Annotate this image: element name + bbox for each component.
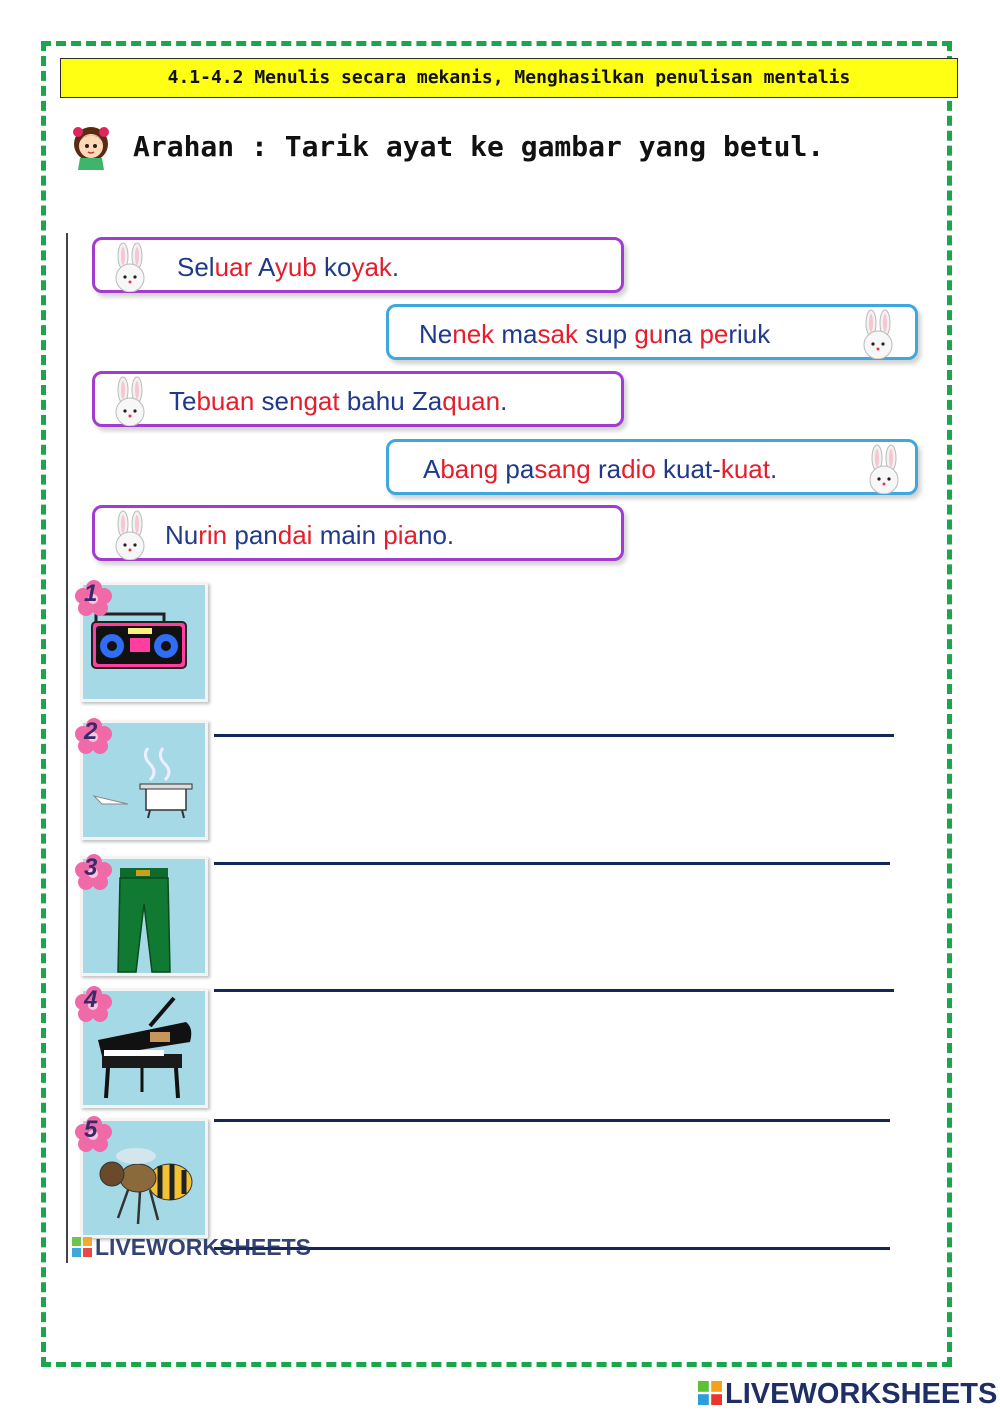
trousers-icon	[114, 864, 174, 976]
radio-icon	[90, 608, 190, 678]
sentence-card-3[interactable]	[92, 371, 624, 427]
answer-line-4[interactable]	[214, 1119, 890, 1122]
segment: pa	[498, 454, 535, 484]
segment: ma	[494, 319, 538, 349]
picture-number: 2	[84, 718, 98, 745]
segment: bang	[440, 454, 499, 484]
left-margin-line	[66, 233, 68, 1263]
liveworksheets-logo-icon	[72, 1237, 92, 1257]
sentence-card-4[interactable]	[386, 439, 918, 495]
segment: na	[663, 319, 700, 349]
instruction-text: Arahan : Tarik ayat ke gambar yang betul.	[133, 130, 825, 163]
segment: Te	[169, 386, 197, 416]
picture-3[interactable]	[74, 852, 212, 980]
picture-5[interactable]	[74, 1114, 212, 1242]
picture-4[interactable]	[74, 984, 212, 1112]
segment: sang	[534, 454, 591, 484]
segment: A	[423, 454, 441, 484]
segment: kuat-	[655, 454, 721, 484]
segment: se	[254, 386, 289, 416]
segment: yub	[274, 252, 317, 282]
rabbit-icon	[857, 444, 911, 494]
segment: ngat	[289, 386, 340, 416]
segment: main	[312, 520, 384, 550]
picture-number: 1	[84, 580, 98, 607]
sentence-card-1[interactable]	[92, 237, 624, 293]
liveworksheets-watermark	[72, 1234, 311, 1261]
answer-line-3[interactable]	[214, 989, 894, 992]
picture-number: 5	[84, 1116, 98, 1143]
segment: Ne	[419, 319, 453, 349]
sentence-card-2[interactable]	[386, 304, 918, 360]
segment: sup	[577, 319, 635, 349]
answer-line-2[interactable]	[214, 862, 890, 865]
segment: .	[769, 454, 778, 484]
segment: ra	[590, 454, 622, 484]
segment: Nu	[165, 520, 199, 550]
segment: buan	[196, 386, 255, 416]
segment: .	[500, 386, 508, 416]
sentence-text	[177, 252, 399, 283]
segment: gu	[634, 319, 664, 349]
rabbit-icon	[103, 242, 157, 292]
segment: pe	[699, 319, 729, 349]
rabbit-icon	[851, 309, 905, 359]
segment: kuat	[720, 454, 770, 484]
sentence-text	[169, 386, 507, 417]
liveworksheets-logo-icon	[698, 1381, 722, 1405]
sentence-card-5[interactable]	[92, 505, 624, 561]
footer-text: LIVEWORKSHEETS	[725, 1378, 998, 1410]
learning-standard-banner: 4.1-4.2 Menulis secara mekanis, Menghasilkan penulisan mentalis	[60, 58, 958, 98]
segment: pan	[227, 520, 278, 550]
sentence-text	[419, 319, 770, 350]
rabbit-icon	[103, 376, 157, 426]
segment: uar	[214, 252, 253, 282]
segment: riuk	[728, 319, 771, 349]
segment: dio	[621, 454, 656, 484]
segment: nek	[452, 319, 495, 349]
picture-1[interactable]	[74, 578, 212, 706]
segment: rin	[198, 520, 228, 550]
segment: yak	[351, 252, 392, 282]
segment: .	[391, 252, 400, 282]
girl-icon	[68, 122, 114, 170]
segment: Sel	[177, 252, 215, 282]
sentence-text	[423, 454, 777, 485]
segment: ko	[316, 252, 352, 282]
answer-line-5[interactable]	[214, 1247, 890, 1250]
picture-2[interactable]	[74, 716, 212, 844]
picture-number: 3	[84, 854, 98, 881]
segment: no.	[417, 520, 455, 550]
sentence-text	[165, 520, 454, 551]
answer-line-1[interactable]	[214, 734, 894, 737]
segment: pia	[383, 520, 418, 550]
segment: sak	[537, 319, 578, 349]
liveworksheets-footer	[698, 1378, 997, 1411]
rabbit-icon	[103, 510, 157, 560]
picture-number: 4	[84, 986, 98, 1013]
segment: quan	[442, 386, 501, 416]
segment: bahu Za	[339, 386, 443, 416]
segment: A	[252, 252, 275, 282]
watermark-text: LIVEWORKSHEETS	[95, 1234, 311, 1260]
segment: dai	[277, 520, 313, 550]
